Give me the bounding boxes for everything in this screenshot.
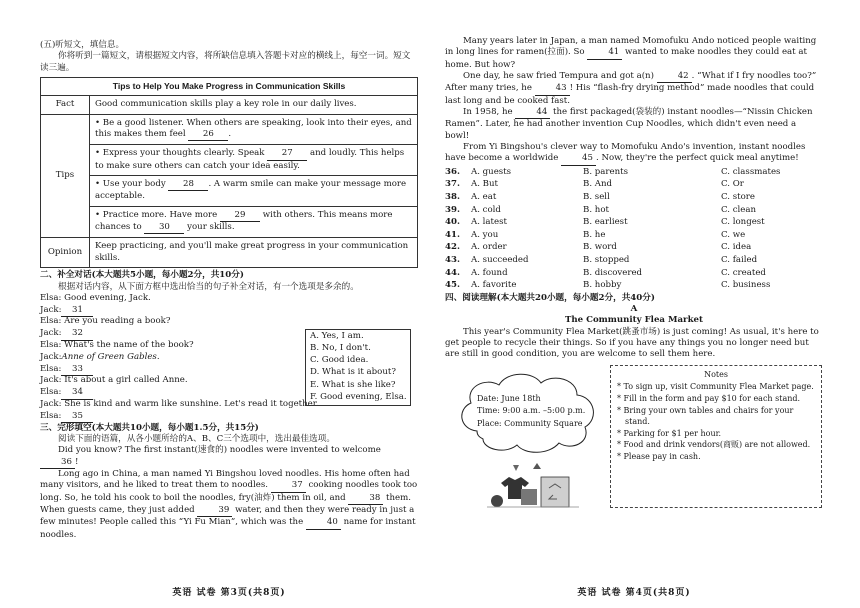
option-row <box>445 230 823 243</box>
answer-blank-36[interactable]: 36 <box>40 457 75 469</box>
event-time: Time: 9:00 a.m. –5:00 p.m. <box>477 406 586 416</box>
event-date: Date: June 18th <box>477 393 541 403</box>
option-choice[interactable]: C. store <box>721 191 755 202</box>
question-number: 43. <box>445 254 460 265</box>
option-choice[interactable]: C. we <box>721 229 746 240</box>
notes-box <box>610 365 822 508</box>
note-item: * Food and drink vendors(商贩) are not allowed. <box>617 440 811 450</box>
answer-blank-41[interactable]: 41 <box>587 47 622 59</box>
cloud-bubble <box>455 369 600 455</box>
dialogue-line: Elsa: 35 <box>40 411 418 423</box>
question-number: 39. <box>445 204 460 215</box>
option-b: B. No, I don't. <box>310 343 371 354</box>
option-choice[interactable]: A. cold <box>471 204 501 215</box>
cloze-paragraph-6: From Yi Bingshou's clever way to Momofuku Ando's invention, instant noodles have become a worldwide 45 . Now, they're the perfect quick meal anytime! <box>445 142 823 166</box>
option-choice[interactable]: A. order <box>471 242 507 253</box>
option-choice[interactable]: B. earliest <box>583 217 628 228</box>
answer-blank-26[interactable]: 26 <box>188 129 228 141</box>
event-place: Place: Community Square <box>477 418 583 428</box>
answer-blank-44[interactable]: 44 <box>515 107 550 119</box>
option-choice[interactable]: C. classmates <box>721 166 781 177</box>
option-row <box>445 217 823 230</box>
answer-blank-37[interactable]: 37 <box>271 480 306 492</box>
cloze-heading: 三、完形填空(本大题共10小题，每小题1.5分，共15分) <box>40 422 259 433</box>
question-number: 41. <box>445 229 460 240</box>
option-choice[interactable]: B. sell <box>583 191 610 202</box>
passage-title: The Community Flea Market <box>565 315 703 326</box>
option-choice[interactable]: B. hobby <box>583 280 622 291</box>
note-item: * Fill in the form and pay $10 for each stand. <box>617 393 801 403</box>
option-choice[interactable]: C. Or <box>721 179 744 190</box>
dialogue-line: Jack: She is kind and warm like sunshine. Let's read it together. <box>40 399 319 410</box>
page-footer: 英语 试卷 第3页(共8页) <box>172 588 286 599</box>
option-a: A. Yes, I am. <box>310 330 364 341</box>
option-row <box>445 255 823 268</box>
option-choice[interactable]: A. you <box>471 229 499 240</box>
option-choice[interactable]: B. stopped <box>583 254 630 265</box>
option-row <box>445 268 823 281</box>
cloze-paragraph-4: One day, he saw fried Tempura and got a(n) 42 . “What if I fry noodles too?” After many tries, he 43 ! His “flash-fry drying method” made noodles that could last long and be cooked fast. <box>445 71 817 106</box>
option-choice[interactable]: A. succeeded <box>471 254 529 265</box>
option-row <box>445 205 823 218</box>
option-choice[interactable]: A. latest <box>471 217 507 228</box>
cloze-instruction: 阅读下面的语篇，从各小题所给的A、B、C三个选项中，选出最佳选项。 <box>58 433 335 444</box>
question-number: 45. <box>445 280 460 291</box>
passage-letter: A <box>630 304 638 315</box>
answer-blank-38[interactable]: 38 <box>348 493 383 505</box>
dialogue <box>40 293 418 423</box>
answer-blank-39[interactable]: 39 <box>197 505 232 517</box>
answer-blank-30[interactable]: 30 <box>144 222 184 234</box>
dialogue-heading: 二、补全对话(本大题共5小题，每小题2分，共10分) <box>40 270 244 281</box>
dialogue-line: Jack:Anne of Green Gables. <box>40 351 160 362</box>
listening-instruction: 你将听到一篇短文，请根据短文内容，将所缺信息填入答题卡对应的横线上，每空一词。短文读三遍。 <box>40 51 411 73</box>
answer-blank-43[interactable]: 43 <box>535 83 570 95</box>
option-row <box>445 242 823 255</box>
option-f: F. Good evening, Elsa. <box>310 391 407 402</box>
option-row <box>445 192 823 205</box>
answer-blank-31[interactable]: 31 <box>61 305 93 317</box>
tip-2: • Express your thoughts clearly. Speak 27 and loudly. This helps to make sure others can catch your idea easily. <box>90 145 418 176</box>
option-choice[interactable]: B. hot <box>583 204 609 215</box>
tip-4: • Practice more. Have more 29 with others. This means more chances to 30 your skills. <box>90 206 418 238</box>
question-number: 36. <box>445 166 460 177</box>
left-page <box>40 0 418 608</box>
tips-label: Tips <box>41 114 90 238</box>
passage-text: This year's Community Flea Market(跳蚤市场) is just coming! As usual, it's here to get people to recycle their things. So if you have any things you no longer need but are still in good condition, you are welcome to sell them here. <box>445 326 819 360</box>
tip-1: • Be a good listener. When others are speaking, look into their eyes, and this makes them feel 26 . <box>90 114 418 145</box>
option-e: E. What is she like? <box>310 379 396 390</box>
dialogue-line: Elsa: Are you reading a book? <box>40 316 171 327</box>
note-item: * Parking for $1 per hour. <box>617 428 722 438</box>
answer-blank-45[interactable]: 45 <box>561 153 596 165</box>
option-choice[interactable]: B. discovered <box>583 267 643 278</box>
cloze-paragraph-5: In 1958, he 44 the first packaged(袋装的) instant noodles—“Nissin Chicken Ramen”. Later, he had another invention Cup Noodles, which didn't even need a bowl! <box>445 107 813 141</box>
option-choice[interactable]: A. guests <box>471 166 512 177</box>
option-row <box>445 167 823 180</box>
flea-market-ad <box>445 365 823 515</box>
answer-blank-42[interactable]: 42 <box>657 71 692 83</box>
dialogue-line: Jack: It's about a girl called Anne. <box>40 375 188 386</box>
question-number: 38. <box>445 191 460 202</box>
dialogue-line: Elsa: 33 <box>40 364 418 376</box>
right-page <box>445 0 823 608</box>
dialogue-line: Jack: 31 <box>40 305 418 317</box>
option-choice[interactable]: C. clean <box>721 204 757 215</box>
table-title: Tips to Help You Make Progress in Communication Skills <box>41 78 418 96</box>
dialogue-line: Elsa: Good evening, Jack. <box>40 292 151 303</box>
answer-blank-27[interactable]: 27 <box>267 148 307 160</box>
cloze-options <box>445 167 823 293</box>
question-number: 42. <box>445 242 460 253</box>
option-choice[interactable]: B. And <box>583 179 613 190</box>
reading-heading: 四、阅读理解(本大题共20小题，每小题2分，共40分) <box>445 292 655 303</box>
page-footer: 英语 试卷 第4页(共8页) <box>577 588 691 599</box>
event-info <box>477 393 585 430</box>
option-choice[interactable]: A. But <box>471 179 498 190</box>
option-choice[interactable]: A. found <box>471 267 508 278</box>
answer-blank-32[interactable]: 32 <box>61 328 93 340</box>
answer-blank-35[interactable]: 35 <box>61 411 93 423</box>
answer-blank-40[interactable]: 40 <box>306 517 341 529</box>
note-item: * Please pay in cash. <box>617 451 701 461</box>
option-choice[interactable]: B. parents <box>583 166 628 177</box>
opinion-text: Keep practicing, and you'll make great progress in your communication skills. <box>90 238 418 268</box>
option-row <box>445 179 823 192</box>
option-choice[interactable]: A. favorite <box>471 280 517 291</box>
dialogue-line: Elsa: What's the name of the book? <box>40 340 194 351</box>
question-number: 44. <box>445 267 460 278</box>
dialogue-options-box <box>305 329 411 406</box>
dialogue-instruction: 根据对话内容，从下面方框中选出恰当的句子补全对话，有一个选项是多余的。 <box>58 281 359 292</box>
tips-table <box>40 77 418 268</box>
option-choice[interactable]: B. he <box>583 229 606 240</box>
option-d: D. What is it about? <box>310 367 396 378</box>
note-item: * To sign up, visit Community Flea Market page. <box>617 382 814 392</box>
answer-blank-34[interactable]: 34 <box>61 387 93 399</box>
flea-market-items-icon <box>483 455 583 510</box>
recycle-items-illustration <box>483 455 583 510</box>
option-c: C. Good idea. <box>310 355 369 366</box>
option-choice[interactable]: C. idea <box>721 242 752 253</box>
answer-blank-28[interactable]: 28 <box>168 179 208 191</box>
answer-blank-29[interactable]: 29 <box>220 210 260 222</box>
option-choice[interactable]: C. business <box>721 280 771 291</box>
option-choice[interactable]: C. longest <box>721 217 765 228</box>
listening-heading: (五)听短文，填信息。 <box>40 40 125 50</box>
option-choice[interactable]: C. failed <box>721 254 758 265</box>
cloze-paragraph-2: Long ago in China, a man named Yi Bingshou loved noodles. His home often had many visitors, and he liked to treat them to noodles. 37 cooking noodles took too long. So, he told his cook to boil the noodles, fry(油炸) them in oil, and 38 them. When guests came, they just added 39 water, and then they were ready in just a few minutes! People called this “Yi Fu Mian”, which was the 40 name for instant noodles. <box>40 468 418 540</box>
note-item: * Bring your own tables and chairs for your stand. <box>617 405 794 427</box>
cloze-paragraph-1: Did you know? The first instant(速食的) noodles were invented to welcome 36 ! <box>40 445 418 469</box>
tip-3: • Use your body 28 . A warm smile can make your message more acceptable. <box>90 176 418 207</box>
dialogue-line: Elsa: 34 <box>40 387 418 399</box>
option-choice[interactable]: C. created <box>721 267 766 278</box>
fact-label: Fact <box>41 96 90 114</box>
question-number: 40. <box>445 217 460 228</box>
answer-blank-33[interactable]: 33 <box>61 364 93 376</box>
fact-text: Good communication skills play a key role in our daily lives. <box>90 96 418 114</box>
question-number: 37. <box>445 179 460 190</box>
book-title: Anne of Green Gables <box>61 351 157 362</box>
notes-title: Notes <box>704 369 728 379</box>
option-choice[interactable]: B. word <box>583 242 617 253</box>
option-choice[interactable]: A. eat <box>471 191 497 202</box>
cloze-paragraph-3: Many years later in Japan, a man named Momofuku Ando noticed people waiting in long lines for ramen(拉面). So 41 wanted to make noodles they could eat at home. But how? <box>445 36 817 70</box>
opinion-label: Opinion <box>41 238 90 268</box>
dialogue-line: Jack: 32 <box>40 328 418 340</box>
option-row <box>445 280 823 293</box>
